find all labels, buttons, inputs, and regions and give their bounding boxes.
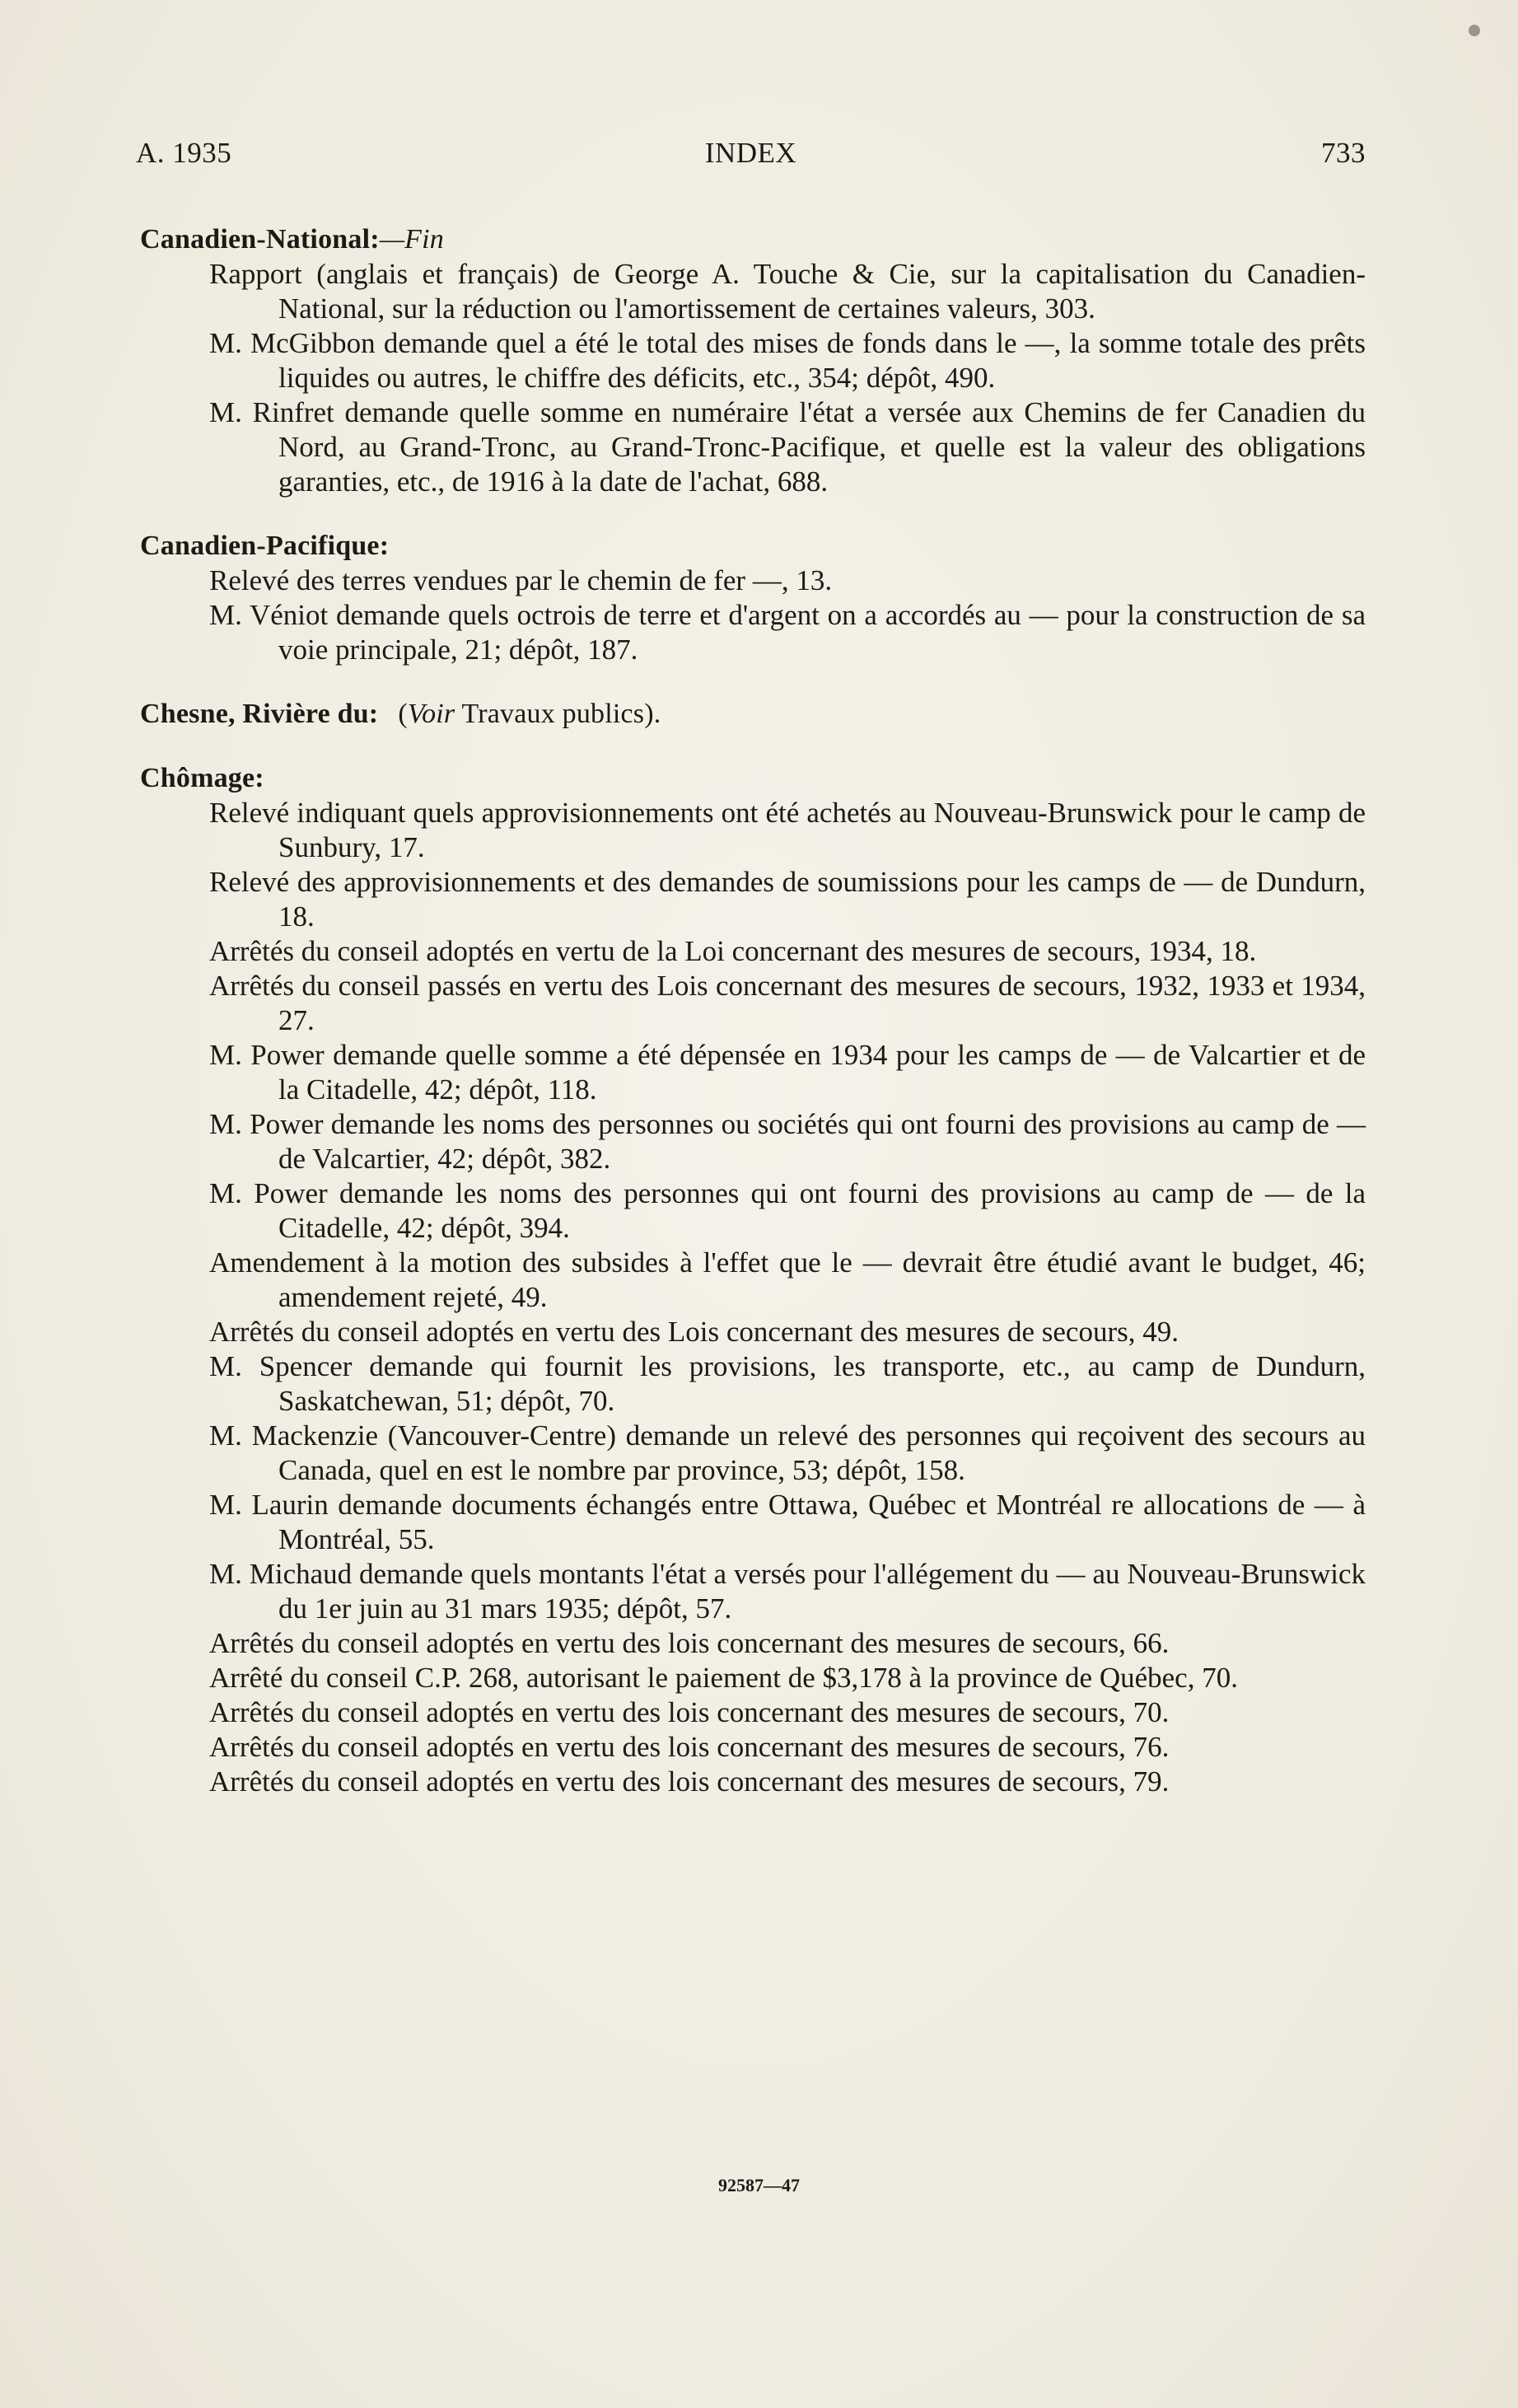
section-title: Chesne, Rivière du: [140, 699, 379, 729]
index-entry: Arrêté du conseil C.P. 268, autorisant le paiement de $3,178 à la province de Québec, 70. [209, 1662, 1238, 1694]
section-title: Canadien-National: [140, 224, 380, 255]
index-entry: Rapport (anglais et français) de George A. Touche & Cie, sur la capitalisation du Canadien-National, sur la réduction ou l'amortissement de certaines valeurs, 303. [209, 258, 1366, 325]
index-entry: M. Power demande quelle somme a été dépensée en 1934 pour les camps de — de Valcartier et de la Citadelle, 42; dépôt, 118. [209, 1039, 1366, 1106]
index-entry: Amendement à la motion des subsides à l'effet que le — devrait être étudié avant le budget, 46; amendement rejeté, 49. [209, 1246, 1366, 1313]
index-entry: Arrêtés du conseil adoptés en vertu des lois concernant des mesures de secours, 76. [209, 1731, 1170, 1763]
index-content [140, 222, 1366, 1829]
page-footer: 92587—47 [718, 2175, 800, 2195]
section-title: Chômage: [140, 763, 264, 793]
section-title: Canadien-Pacifique: [140, 531, 390, 561]
index-entry: M. Power demande les noms des personnes ou sociétés qui ont fourni des provisions au camp de — de Valcartier, 42; dépôt, 382. [209, 1108, 1366, 1175]
header-title: INDEX [704, 137, 797, 169]
index-entry: M. Spencer demande qui fournit les provisions, les transporte, etc., au camp de Dundurn, Saskatchewan, 51; dépôt, 70. [209, 1350, 1366, 1417]
section-canadien-national [140, 222, 1366, 499]
index-entry: Arrêtés du conseil adoptés en vertu des lois concernant des mesures de secours, 70. [209, 1696, 1170, 1728]
index-entry: Arrêtés du conseil adoptés en vertu des Lois concernant des mesures de secours, 49. [209, 1316, 1179, 1348]
index-entry: M. McGibbon demande quel a été le total des mises de fonds dans le —, la somme totale des prêts liquides ou autres, le chiffre des déficits, etc., 354; dépôt, 490. [209, 327, 1366, 394]
index-entry: M. Rinfret demande quelle somme en numéraire l'état a versée aux Chemins de fer Canadien du Nord, au Grand-Tronc, au Grand-Tronc-Pacifique, et quelle est la valeur des obligations garanties, etc., de 1916 à la date de l'achat, 688. [209, 396, 1366, 498]
index-entry: M. Véniot demande quels octrois de terre et d'argent on a accordés au — pour la construction de sa voie principale, 21; dépôt, 187. [209, 599, 1366, 666]
index-entry: Arrêtés du conseil adoptés en vertu des lois concernant des mesures de secours, 66. [209, 1627, 1170, 1659]
cross-reference: (Voir Travaux publics). [398, 699, 661, 729]
section-canadien-pacifique [140, 529, 1366, 667]
page-header [136, 137, 1366, 173]
index-entry: Arrêtés du conseil passés en vertu des Lois concernant des mesures de secours, 1932, 1933 et 1934, 27. [209, 970, 1366, 1036]
index-entry: Relevé indiquant quels approvisionnements ont été achetés au Nouveau-Brunswick pour le camp de Sunbury, 17. [209, 797, 1366, 863]
index-entry: Arrêtés du conseil adoptés en vertu des lois concernant des mesures de secours, 79. [209, 1765, 1170, 1798]
index-entry: M. Michaud demande quels montants l'état a versés pour l'allégement du — au Nouveau-Brunswick du 1er juin au 31 mars 1935; dépôt, 57. [209, 1558, 1366, 1625]
page-number: 733 [1321, 137, 1366, 169]
section-chomage [140, 761, 1366, 1799]
index-entry: Arrêtés du conseil adoptés en vertu de la Loi concernant des mesures de secours, 1934, 18. [209, 935, 1257, 967]
index-entry: M. Power demande les noms des personnes qui ont fourni des provisions au camp de — de la Citadelle, 42; dépôt, 394. [209, 1177, 1366, 1244]
index-entry: M. Mackenzie (Vancouver-Centre) demande un relevé des personnes qui reçoivent des secours au Canada, quel en est le nombre par province, 53; dépôt, 158. [209, 1419, 1366, 1486]
index-entry: M. Laurin demande documents échangés entre Ottawa, Québec et Montréal re allocations de — à Montréal, 55. [209, 1489, 1366, 1555]
section-chesne-riviere-du [140, 697, 1366, 732]
header-year: A. 1935 [136, 137, 232, 169]
page-speck [1469, 25, 1480, 36]
index-entry: Relevé des terres vendues par le chemin de fer —, 13. [209, 564, 833, 596]
section-note: —Fin [379, 224, 444, 255]
index-entry: Relevé des approvisionnements et des demandes de soumissions pour les camps de — de Dundurn, 18. [209, 866, 1366, 933]
